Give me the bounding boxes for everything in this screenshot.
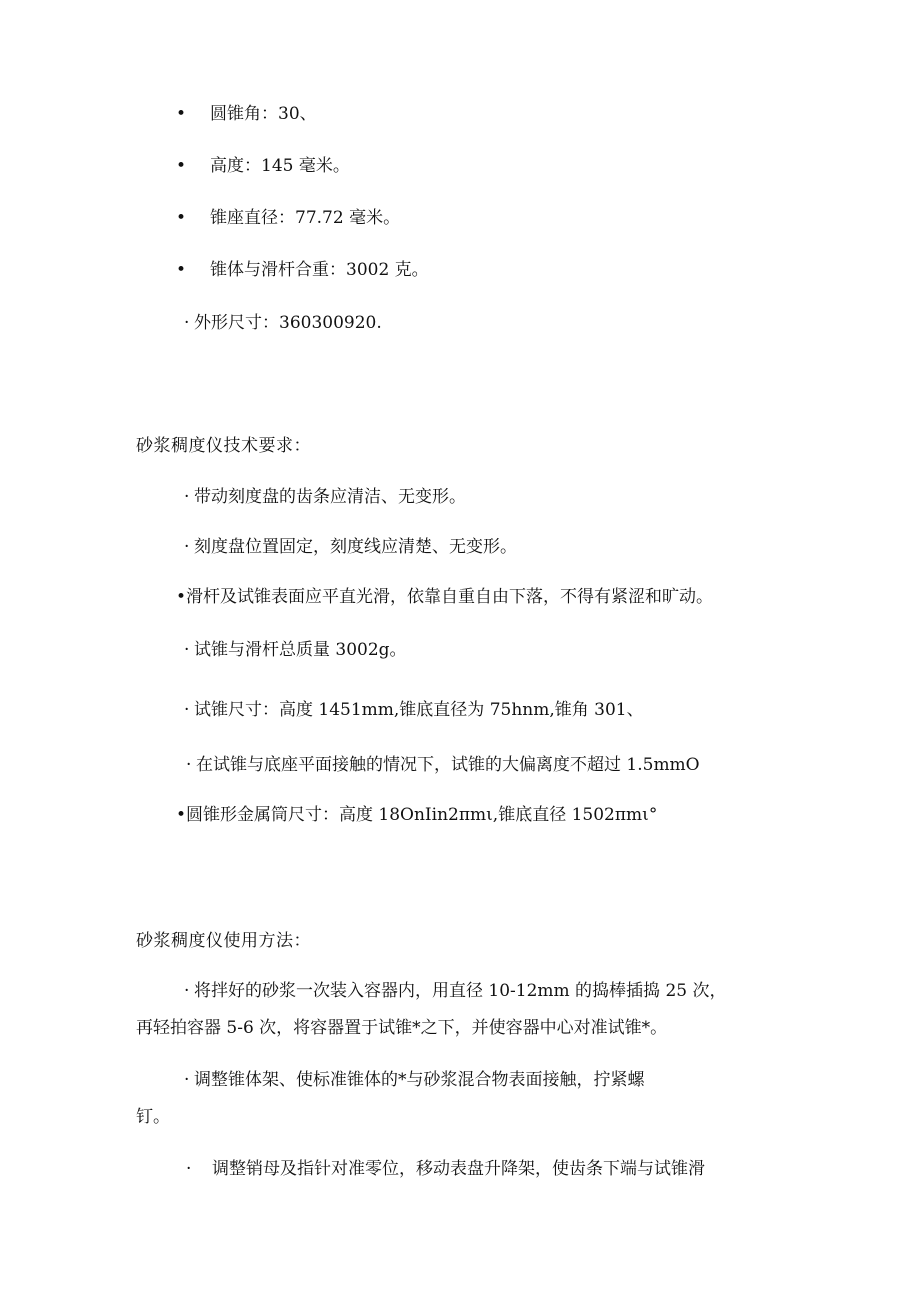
bullet: • [176,805,187,825]
spec-item [176,102,317,126]
requirement-text: 刻度盘位置固定，刻度线应清楚、无变形。 [194,537,517,557]
bullet: · [184,700,190,720]
spec-text: 高度：145 毫米。 [210,156,350,176]
bullet: • [176,587,187,607]
requirement-text: 圆锥形金属筒尺寸：高度 18OnIin2πmι,锥底直径 1502πmι° [186,805,658,825]
usage-step-line [184,1068,645,1092]
usage-step-continuation: 钉。 [136,1107,170,1127]
usage-step-continuation: 再轻拍容器 5-6 次，将容器置于试锥*之下，并使容器中心对准试锥*。 [136,1018,668,1038]
bullet: · [184,313,190,333]
requirement-item [184,535,517,559]
bullet: · [186,1159,192,1179]
section-heading-usage: 砂浆稠度仪使用方法： [136,931,311,951]
bullet: · [184,981,190,1001]
bullet: · [184,487,190,507]
requirement-text: 试锥与滑杆总质量 3002g。 [194,640,407,660]
spec-text: 锥座直径：77.72 毫米。 [210,208,401,228]
bullet: · [186,755,192,775]
requirement-item [176,585,713,609]
requirement-item [176,803,657,827]
usage-step-text: 调整销母及指针对准零位，移动表盘升降架，使齿条下端与试锥滑 [212,1159,705,1179]
bullet: · [184,1070,190,1090]
spec-text: 圆锥角：30、 [210,104,317,124]
spec-item [176,206,400,230]
requirement-item [184,638,407,662]
spec-item [176,154,350,178]
spec-text: 外形尺寸：360300920. [194,313,382,333]
requirement-item [184,698,644,722]
requirement-text: 在试锥与底座平面接触的情况下，试锥的大偏离度不超过 1.5mmO [196,755,700,775]
spec-item [184,311,382,335]
usage-step-line [186,1157,705,1181]
bullet: • [176,208,187,228]
usage-step-text: 将拌好的砂浆一次装入容器内，用直径 10-12mm 的捣棒插捣 25 次， [194,981,727,1001]
section-heading-requirements: 砂浆稠度仪技术要求： [136,436,311,456]
requirement-text: 试锥尺寸：高度 1451mm,锥底直径为 75hnm,锥角 301、 [194,700,644,720]
usage-step-line [184,979,727,1003]
usage-step-text: 调整锥体架、使标准锥体的*与砂浆混合物表面接触，拧紧螺 [194,1070,645,1090]
requirement-item [186,753,700,777]
requirement-text: 滑杆及试锥表面应平直光滑，依靠自重自由下落，不得有紧涩和旷动。 [186,587,713,607]
spec-text: 锥体与滑杆合重：3002 克。 [210,260,429,280]
bullet: · [184,640,190,660]
requirement-item [184,485,466,509]
bullet: · [184,537,190,557]
requirement-text: 带动刻度盘的齿条应清洁、无变形。 [194,487,466,507]
bullet: • [176,104,187,124]
spec-item [176,258,429,282]
bullet: • [176,156,187,176]
bullet: • [176,260,187,280]
